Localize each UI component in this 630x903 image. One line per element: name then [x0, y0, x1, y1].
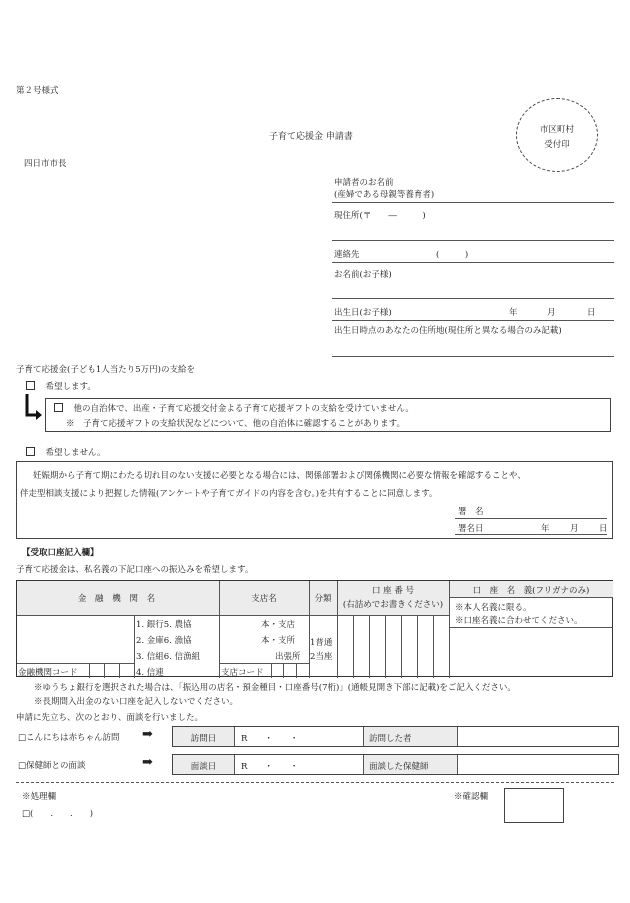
nurse-label: 面談した保健師 — [369, 762, 429, 772]
applicant-name-label: 申請者のお名前 — [334, 178, 394, 188]
bank-code-box-divider — [89, 663, 90, 678]
branch-type-1: 本・支店 — [261, 620, 296, 630]
opt-no-label: 希望しません。 — [45, 448, 106, 458]
processing-divider — [16, 782, 614, 783]
nurse-row — [172, 754, 619, 775]
holder-note1: ※本人名義に限る。 — [455, 603, 532, 613]
notice-line2: ※ 子育て応援ギフトの支給状況などについて、他の自治体に確認することがあります。 — [66, 419, 405, 429]
branch-code-label: 支店コード — [221, 668, 264, 678]
branch-code-box-divider — [271, 663, 272, 678]
holder-header-divider — [449, 597, 613, 598]
acct-digit-divider — [417, 615, 418, 678]
branch-code-box-divider — [296, 663, 297, 678]
addressee: 四日市市長 — [24, 159, 67, 169]
cell-divider — [234, 727, 235, 746]
payment-question: 子育て応援金(子ども1人当たり5万円)の支給を — [16, 365, 195, 375]
bank-code-box-divider — [104, 663, 105, 678]
cell-divider — [234, 755, 235, 774]
col-branch-header: 支店名 — [251, 594, 277, 604]
bank-type-1: 1. 銀行5. 農協 — [136, 620, 192, 630]
processing-value[interactable]: □( . . ) — [22, 809, 94, 819]
consent-text1: 妊娠期から子育て期にわたる切れ目のない支援に必要となる場合には、関係部署および関係機関に必要な情報を確認することや、 — [33, 471, 526, 481]
confirm-label: ※確認欄 — [454, 792, 489, 802]
sign-line[interactable] — [455, 518, 607, 519]
visitor-label: 訪問した者 — [369, 734, 412, 744]
bank-section-title: 【受取口座記入欄】 — [22, 548, 99, 558]
col-account-sub: (右詰めでお書きください) — [342, 600, 444, 610]
bank-code-box-divider — [119, 663, 120, 678]
child-name-label: お名前(お子様) — [334, 270, 392, 280]
page-title: 子育て応援金 申請書 — [269, 132, 353, 142]
birth-line — [332, 320, 614, 321]
cell-divider — [457, 755, 458, 774]
stamp-line1: 市区町村 — [539, 125, 574, 135]
col-bank-header: 金 融 機 関 名 — [77, 594, 159, 604]
reception-stamp — [516, 98, 598, 172]
bank-name-divider — [134, 615, 135, 678]
consent-box — [16, 461, 613, 539]
birth-label: 出生日(お子様) — [334, 308, 392, 318]
sign-date-label: 署名日 — [458, 524, 484, 534]
visit-row — [172, 726, 619, 747]
acct-digit-divider — [353, 615, 354, 678]
bank-type-3: 3. 信組6. 信漁組 — [136, 652, 201, 662]
contact-label: 連絡先 — [334, 250, 360, 260]
account-col-divider — [449, 581, 450, 678]
sign-month: 月 — [570, 524, 579, 534]
bank-type-4: 4. 信連 — [136, 668, 164, 678]
child-name-line — [332, 298, 614, 299]
interview-intro: 申請に先立ち、次のとおり、面談を行いました。 — [16, 713, 204, 723]
sign-day: 日 — [599, 524, 608, 534]
type-col-divider — [337, 581, 338, 678]
nurse-date-value[interactable]: R ・ ・ — [241, 762, 299, 772]
sign-year: 年 — [541, 524, 550, 534]
address-label: 現住所(〒 ― ) — [334, 211, 426, 221]
cell-divider — [457, 727, 458, 746]
birth-day: 日 — [587, 308, 596, 318]
visit-date-value[interactable]: R ・ ・ — [241, 734, 299, 744]
applicant-name-sub: (産婦である母親等養育者) — [334, 190, 435, 200]
acct-type-2: 2当座 — [310, 652, 333, 662]
branch-col-divider — [309, 581, 310, 678]
nurse-date-label: 面談日 — [190, 762, 217, 772]
col-type-header: 分類 — [314, 594, 332, 604]
applicant-name-line — [332, 202, 614, 203]
birth-address-label: 出生日時点のあなたの住所地(現住所と異なる場合のみ記載) — [334, 326, 562, 336]
branch-type-3: 出張所 — [275, 652, 301, 662]
sign-label: 署 名 — [458, 507, 484, 517]
bank-note2: ※長期間入出金のない口座を記入しないでください。 — [34, 697, 239, 707]
bank-intro: 子育て応援金は、私名義の下記口座への振込みを希望します。 — [16, 565, 254, 575]
acct-digit-divider — [433, 615, 434, 678]
notice-line1-text: 他の自治体で、出産・子育て応援交付金よる子育て応援ギフトの支給を受けていません。 — [73, 404, 414, 414]
birth-year: 年 — [509, 308, 518, 318]
col-holder-header: 口 座 名 義(フリガナのみ) — [472, 586, 590, 596]
arrow-right-icon: ➡ — [142, 727, 153, 742]
contact-line — [332, 262, 614, 263]
bank-code-label: 金融機関コード — [18, 668, 78, 678]
checkbox-notice[interactable] — [54, 403, 63, 412]
bank-type-2: 2. 金庫6. 漁協 — [136, 636, 192, 646]
birth-address-line — [332, 356, 614, 357]
branch-type-2: 本・支所 — [261, 636, 296, 646]
payment-option-yes[interactable] — [26, 380, 96, 392]
holder-note2: ※口座名義に合わせてください。 — [455, 616, 583, 626]
contact-paren: ( ) — [436, 250, 469, 260]
stamp-line2: 受付印 — [544, 140, 570, 150]
holder-note-divider — [449, 627, 613, 628]
processing-label: ※処理欄 — [22, 792, 57, 802]
nurse-checkbox-label[interactable]: □保健師との面談 — [18, 761, 86, 771]
birth-month: 月 — [547, 308, 556, 318]
consent-text2: 伴走型相談支援により把握した情報(アンケートや子育てガイドの内容を含む。)を共有することに同意します。 — [20, 489, 438, 499]
bank-col-divider — [219, 581, 220, 678]
acct-digit-divider — [401, 615, 402, 678]
bank-note1: ※ゆうちょ銀行を選択された場合は、「振込用の店名・預金種目・口座番号(7桁)」(通帳見開き下部に記載)をご記入ください。 — [34, 683, 516, 693]
payment-option-no[interactable] — [26, 446, 106, 458]
acct-digit-divider — [369, 615, 370, 678]
checkbox-no[interactable] — [26, 447, 35, 456]
checkbox-yes[interactable] — [26, 381, 35, 390]
notice-line1 — [54, 402, 414, 414]
bank-table — [16, 580, 613, 677]
branch-code-box-divider — [283, 663, 284, 678]
confirm-box[interactable] — [504, 788, 564, 823]
visit-date-label: 訪問日 — [190, 734, 217, 744]
return-arrow-icon — [22, 393, 46, 423]
notice-box — [45, 398, 611, 432]
visit-checkbox-label[interactable]: □こんにちは赤ちゃん訪問 — [18, 733, 120, 743]
sign-date-line[interactable] — [455, 534, 607, 535]
acct-digit-divider — [385, 615, 386, 678]
arrow-right-icon: ➡ — [142, 755, 153, 770]
bank-code-divider — [17, 663, 134, 664]
col-account-header: 口 座 番 号 — [371, 586, 415, 596]
address-line — [332, 240, 614, 241]
acct-type-1: 1普通 — [310, 638, 333, 648]
opt-yes-label: 希望します。 — [45, 382, 96, 392]
form-number: 第２号様式 — [16, 86, 59, 96]
